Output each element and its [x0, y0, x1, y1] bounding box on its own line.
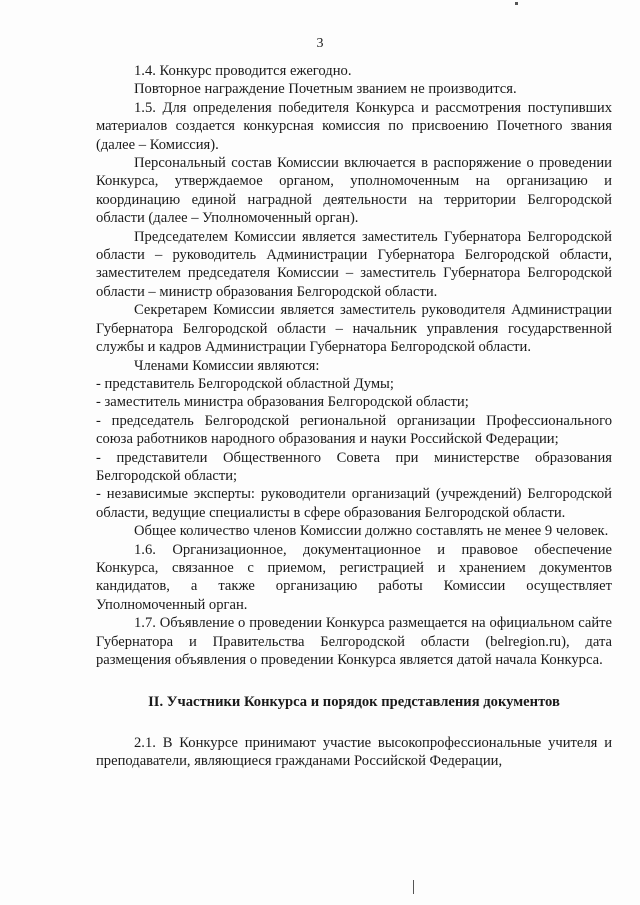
list-item-public-council: - представители Общественного Совета при министерстве образования Белгородской области; [96, 449, 612, 484]
list-item-duma: - представитель Белгородской областной Думы; [96, 375, 394, 392]
scan-mark [515, 2, 518, 5]
list-item-union-chairman: - председатель Белгородской региональной организации Профессионального союза работников народного образования и науки Российской Федерации; [96, 412, 612, 448]
paragraph-1-4: 1.4. Конкурс проводится ежегодно. [134, 63, 352, 79]
paragraph-secretary: Секретарем Комиссии является заместитель руководителя Администрации Губернатора Белгородской области – начальник управления государственной службы и кадров Администрации Губернатора Белгородской области. [96, 302, 612, 356]
paragraph-commission-composition: Персональный состав Комиссии включается в распоряжение о проведении Конкурса, утверждаемое органом, уполномоченным на организацию и координацию единой наградной деятельности на территории Белгородской области (далее – Уполномоченный орган). [96, 155, 612, 227]
list-item-experts: - независимые эксперты: руководители организаций (учреждений) Белгородской области, ведущие специалисты в сфере образования Белгородской области. [96, 486, 612, 521]
scan-mark [413, 880, 414, 894]
list-item-deputy-minister: - заместитель министра образования Белгородской области; [96, 394, 469, 411]
page-number: 3 [316, 36, 324, 51]
paragraph-1-7: 1.7. Объявление о проведении Конкурса размещается на официальном сайте Губернатора и Правительства Белгородской области (belregion.ru), дата размещения объявления о проведении Конкурса является датой начала Конкурса. [96, 615, 612, 668]
document-body [96, 62, 612, 771]
paragraph-chairman: Председателем Комиссии является заместитель Губернатора Белгородской области – руководитель Администрации Губернатора Белгородской области, заместителем председателя Комиссии – заместитель Губернатора Белгородской области – министр образования Белгородской области. [96, 228, 612, 300]
paragraph-members-intro: Членами Комиссии являются: [134, 357, 320, 374]
section-heading: II. Участники Конкурса и порядок представления документов [148, 694, 560, 711]
paragraph-member-count: Общее количество членов Комиссии должно составлять не менее 9 человек. [134, 523, 609, 540]
paragraph-1-6: 1.6. Организационное, документационное и правовое обеспечение Конкурса, связанное с приемом, регистрацией и хранением документов кандидатов, а также организацию работы Комиссии осуществляет Уполномоченный орган. [96, 541, 612, 613]
paragraph-1-5: 1.5. Для определения победителя Конкурса и рассмотрения поступивших материалов создается конкурсная комиссия по присвоению Почетного звания (далее – Комиссия). [96, 99, 612, 153]
paragraph-2-1: 2.1. В Конкурсе принимают участие высокопрофессиональные учителя и преподаватели, являющиеся гражданами Российской Федерации, [96, 734, 612, 770]
paragraph-repeat-award: Повторное награждение Почетным званием не производится. [134, 81, 517, 98]
